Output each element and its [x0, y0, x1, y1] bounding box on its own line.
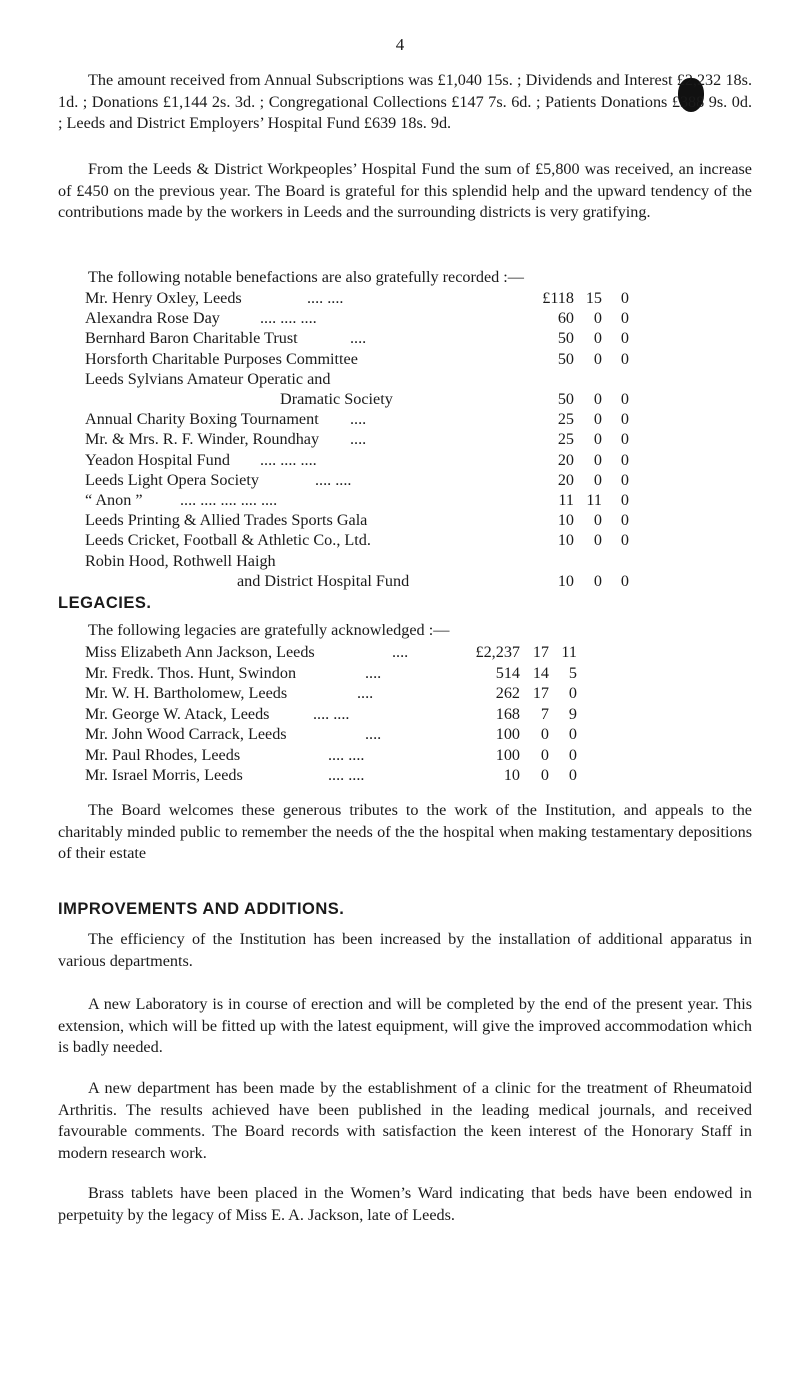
- legacies-item-leader-dots: ....: [365, 725, 382, 743]
- benefactions-item-pounds: 50: [557, 349, 574, 368]
- benefactions-item-pence: 0: [620, 289, 629, 307]
- benefactions-item-pounds: 25: [557, 430, 574, 449]
- benefactions-item-shillings: 0: [593, 470, 602, 489]
- legacies-item-name: Mr. John Wood Carrack, Leeds: [85, 725, 287, 743]
- benefactions-item-shillings: 0: [593, 390, 602, 408]
- benefactions-item-pence: 0: [620, 470, 629, 489]
- legacies-item-row: [85, 745, 685, 765]
- legacies-item-row: [85, 663, 685, 683]
- legacies-item-pence: 11: [561, 643, 577, 661]
- improvements-p2-text: A new Laboratory is in course of erection and will be completed by the end of the present year. This extension, which will be fitted up with the latest equipment, will give the improved accommodation which is badly needed.: [58, 995, 752, 1056]
- improvements-paragraph-1: [58, 929, 752, 972]
- benefactions-item-pence: 0: [620, 430, 629, 449]
- subscriptions-paragraph: [58, 70, 752, 135]
- legacies-item-name: Mr. George W. Atack, Leeds: [85, 704, 270, 723]
- benefactions-item-leader-dots: ....: [350, 329, 367, 348]
- legacies-item-row: [85, 724, 685, 744]
- benefactions-item-row: [85, 369, 645, 389]
- benefactions-item-pence: 0: [620, 571, 629, 590]
- benefactions-item-shillings: 0: [593, 309, 602, 328]
- benefactions-item-row: [85, 389, 645, 409]
- legacies-item-leader-dots: ....: [392, 643, 409, 661]
- benefactions-item-row: [85, 490, 645, 510]
- benefactions-item-row: [85, 450, 645, 470]
- benefactions-item-row: [85, 470, 645, 490]
- benefactions-item-pounds: 10: [557, 571, 574, 590]
- benefactions-item-row: [85, 288, 645, 308]
- benefactions-item-name: Robin Hood, Rothwell Haigh: [85, 551, 276, 570]
- legacies-item-shillings: 17: [532, 643, 549, 661]
- benefactions-item-name: Bernhard Baron Charitable Trust: [85, 329, 298, 348]
- legacies-item-pounds: 100: [495, 725, 520, 743]
- benefactions-item-row: [85, 308, 645, 328]
- benefactions-item-row: [85, 349, 645, 369]
- benefactions-item-leader-dots: ....: [350, 410, 367, 429]
- benefactions-item-pounds: 11: [558, 491, 574, 509]
- legacies-item-row: [85, 683, 685, 703]
- benefactions-item-pounds: 50: [557, 390, 574, 408]
- benefactions-item-name: Alexandra Rose Day: [85, 309, 220, 328]
- benefactions-item-pence: 0: [620, 309, 629, 328]
- benefactions-item-name: Dramatic Society: [280, 390, 393, 408]
- benefactions-item-name: Horsforth Charitable Purposes Committee: [85, 349, 358, 368]
- legacies-item-leader-dots: .... ....: [313, 704, 350, 723]
- benefactions-item-name: Yeadon Hospital Fund: [85, 450, 230, 469]
- benefactions-item-shillings: 0: [593, 531, 602, 550]
- subscriptions-text: The amount received from Annual Subscriptions was £1,040 15s. ; Dividends and Interest £2,232 18s. 1d. ; Donations £1,144 2s. 3d. ; Congregational Collections £147 7s. 6d. ; Patients Donations £388 9s. 0d. ; Leeds and District Employers’ Hospital Fund £639 18s. 9d.: [58, 71, 752, 132]
- benefactions-item-name: Annual Charity Boxing Tournament: [85, 410, 319, 429]
- page-number: 4: [395, 35, 405, 54]
- benefactions-item-shillings: 0: [593, 511, 602, 530]
- legacies-item-name: Mr. W. H. Bartholomew, Leeds: [85, 684, 288, 702]
- legacies-item-pence: 0: [568, 684, 577, 702]
- benefactions-item-shillings: 11: [586, 491, 602, 509]
- benefactions-item-name: Mr. & Mrs. R. F. Winder, Roundhay: [85, 430, 320, 449]
- benefactions-item-row: [85, 571, 645, 591]
- benefactions-item-leader-dots: ....: [350, 430, 367, 449]
- benefactions-item-pence: 0: [620, 491, 629, 509]
- benefactions-item-pence: 0: [620, 450, 629, 469]
- benefactions-item-shillings: 15: [585, 289, 602, 307]
- legacies-item-shillings: 0: [540, 725, 549, 743]
- legacies-item-shillings: 7: [540, 704, 549, 723]
- benefactions-item-name: Leeds Sylvians Amateur Operatic and: [85, 369, 331, 388]
- legacies-item-row: [85, 704, 685, 724]
- benefactions-item-name: Leeds Printing & Allied Trades Sports Gala: [85, 511, 368, 530]
- legacies-item-pounds: £2,237: [475, 643, 520, 661]
- benefactions-item-row: [85, 409, 645, 429]
- benefactions-item-row: [85, 510, 645, 530]
- improvements-p4-text: Brass tablets have been placed in the Women’s Ward indicating that beds have been endowed in perpetuity by the legacy of Miss E. A. Jackson, late of Leeds.: [58, 1184, 752, 1224]
- legacies-item-row: [85, 642, 685, 662]
- benefactions-item-shillings: 0: [593, 430, 602, 449]
- improvements-heading: IMPROVEMENTS AND ADDITIONS.: [58, 900, 345, 918]
- benefactions-intro: The following notable benefactions are also gratefully recorded :—: [88, 268, 524, 286]
- benefactions-item-shillings: 0: [593, 349, 602, 368]
- benefactions-item-leader-dots: .... .... ....: [260, 309, 317, 328]
- benefactions-item-shillings: 0: [593, 410, 602, 429]
- benefactions-item-row: [85, 551, 645, 571]
- benefactions-item-row: [85, 530, 645, 550]
- benefactions-item-pounds: 20: [557, 470, 574, 489]
- workpeoples-text: From the Leeds & District Workpeoples’ Hospital Fund the sum of £5,800 was received, an increase of £450 on the previous year. The Board is grateful for this splendid help and the upward tendency of the contributions made by the workers in Leeds and the surrounding districts is very gratifying.: [58, 160, 752, 221]
- improvements-paragraph-2: [58, 994, 752, 1059]
- benefactions-item-row: [85, 328, 645, 348]
- benefactions-item-pounds: 20: [557, 450, 574, 469]
- benefactions-item-shillings: 0: [593, 450, 602, 469]
- benefactions-item-leader-dots: .... ....: [307, 289, 344, 307]
- benefactions-item-pence: 0: [620, 349, 629, 368]
- legacies-item-shillings: 14: [532, 663, 549, 682]
- legacies-item-name: Miss Elizabeth Ann Jackson, Leeds: [85, 643, 315, 661]
- legacies-intro: The following legacies are gratefully acknowledged :—: [88, 621, 450, 639]
- legacies-item-pence: 0: [568, 766, 577, 784]
- legacies-item-pence: 9: [568, 704, 577, 723]
- legacies-item-pounds: 514: [495, 663, 520, 682]
- legacies-item-shillings: 0: [540, 745, 549, 764]
- legacies-closing-text: The Board welcomes these generous tributes to the work of the Institution, and appeals to the charitably minded public to remember the needs of the the hospital when making testamentary depositions of their estate: [58, 801, 752, 862]
- benefactions-item-pence: 0: [620, 390, 629, 408]
- legacies-item-pounds: 100: [495, 745, 520, 764]
- benefactions-item-name: Leeds Light Opera Society: [85, 470, 259, 489]
- benefactions-item-shillings: 0: [593, 329, 602, 348]
- benefactions-item-pounds: 60: [557, 309, 574, 328]
- legacies-item-leader-dots: ....: [365, 663, 382, 682]
- benefactions-item-name: and District Hospital Fund: [237, 571, 410, 590]
- legacies-item-pounds: 10: [503, 766, 520, 784]
- benefactions-item-name: “ Anon ”: [85, 491, 143, 509]
- legacies-item-name: Mr. Fredk. Thos. Hunt, Swindon: [85, 663, 297, 682]
- benefactions-item-leader-dots: .... ....: [315, 470, 352, 489]
- legacies-item-pence: 0: [568, 745, 577, 764]
- legacies-item-shillings: 0: [540, 766, 549, 784]
- legacies-item-pounds: 262: [495, 684, 520, 702]
- legacies-closing-paragraph: [58, 800, 752, 865]
- improvements-p1-text: The efficiency of the Institution has been increased by the installation of additional apparatus in various departments.: [58, 930, 752, 970]
- benefactions-item-pence: 0: [620, 511, 629, 530]
- benefactions-item-name: Leeds Cricket, Football & Athletic Co., Ltd.: [85, 531, 371, 550]
- legacies-item-leader-dots: ....: [357, 684, 374, 702]
- benefactions-item-name: Mr. Henry Oxley, Leeds: [85, 289, 242, 307]
- benefactions-item-leader-dots: .... .... ....: [260, 450, 317, 469]
- benefactions-item-pence: 0: [620, 410, 629, 429]
- improvements-paragraph-3: [58, 1078, 752, 1164]
- legacies-item-pounds: 168: [495, 704, 520, 723]
- legacies-item-leader-dots: .... ....: [328, 766, 365, 784]
- legacies-item-name: Mr. Israel Morris, Leeds: [85, 766, 243, 784]
- legacies-item-pence: 5: [568, 663, 577, 682]
- legacies-heading: LEGACIES.: [58, 594, 152, 612]
- benefactions-item-leader-dots: .... .... .... .... ....: [180, 491, 278, 509]
- legacies-item-leader-dots: .... ....: [328, 745, 365, 764]
- benefactions-item-pounds: 25: [557, 410, 574, 429]
- improvements-paragraph-4: [58, 1183, 752, 1226]
- benefactions-item-pence: 0: [620, 531, 629, 550]
- legacies-item-name: Mr. Paul Rhodes, Leeds: [85, 745, 241, 764]
- benefactions-item-pounds: 10: [557, 531, 574, 550]
- workpeoples-paragraph: [58, 159, 752, 224]
- legacies-item-row: [85, 765, 685, 785]
- improvements-p3-text: A new department has been made by the establishment of a clinic for the treatment of Rheumatoid Arthritis. The results achieved have been published in the leading medical journals, and received favourable comments. The Board records with satisfaction the keen interest of the Honorary Staff in modern research work.: [58, 1079, 752, 1162]
- benefactions-item-pounds: 10: [557, 511, 574, 530]
- legacies-item-shillings: 17: [532, 684, 549, 702]
- benefactions-item-pounds: £118: [542, 289, 574, 307]
- benefactions-item-pounds: 50: [557, 329, 574, 348]
- benefactions-item-row: [85, 429, 645, 449]
- legacies-item-pence: 0: [568, 725, 577, 743]
- benefactions-item-pence: 0: [620, 329, 629, 348]
- benefactions-item-shillings: 0: [593, 571, 602, 590]
